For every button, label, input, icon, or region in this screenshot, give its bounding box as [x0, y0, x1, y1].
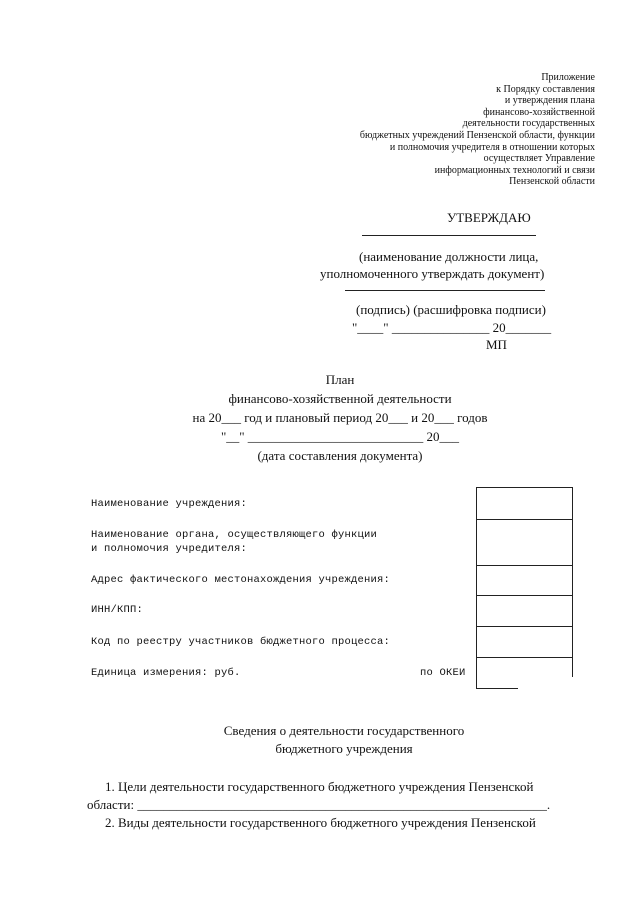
appendix-line: Пензенской области: [509, 176, 595, 188]
signature-hint: (подпись) (расшифровка подписи): [356, 302, 546, 317]
appendix-line: информационных технологий и связи: [434, 164, 595, 176]
section-title: Сведения о деятельности государственного: [223, 723, 465, 738]
stamp-label: МП: [486, 337, 507, 352]
appendix-line: Приложение: [541, 72, 595, 83]
table-row-divider: [476, 565, 572, 566]
table-row-divider: [476, 595, 572, 596]
signature-line: [345, 290, 545, 291]
appendix-line: и утверждения плана: [504, 95, 595, 107]
table-row-divider: [476, 626, 572, 627]
table-border: [476, 487, 572, 488]
table-border: [572, 487, 573, 677]
plan-date-hint: (дата составления документа): [257, 448, 423, 463]
plan-period: на 20___ год и плановый период 20___ и 20___ годов: [192, 410, 488, 425]
approval-title: УТВЕРЖДАЮ: [447, 210, 531, 225]
institution-name-label: Наименование учреждения:: [91, 498, 248, 510]
appendix-line: осуществляет Управление: [483, 153, 595, 165]
approval-date: "____" _______________ 20_______: [352, 320, 552, 335]
list-item: 1. Цели деятельности государственного бюджетного учреждения Пензенской: [105, 779, 534, 794]
table-border: [476, 487, 477, 689]
appendix-block: [360, 72, 595, 188]
budget-code-label: Код по реестру участников бюджетного процесса:: [91, 636, 391, 648]
position-line: [362, 235, 536, 236]
appendix-line: к Порядку составления: [496, 83, 595, 95]
plan-title: План: [325, 372, 355, 387]
position-hint: (наименование должности лица,: [359, 249, 539, 264]
appendix-line: бюджетных учреждений Пензенской области, функции: [359, 129, 595, 141]
plan-subtitle: финансово-хозяйственной деятельности: [228, 391, 452, 406]
founder-body-label: Наименование органа, осуществляющего функции: [91, 529, 378, 541]
table-row-divider: [476, 657, 572, 658]
list-item: 2. Виды деятельности государственного бюджетного учреждения Пензенской: [105, 815, 536, 830]
position-hint: уполномоченного утверждать документ): [320, 266, 545, 281]
okei-label: по ОКЕИ: [420, 667, 466, 679]
list-item: области: _______________________________________________________________.: [87, 797, 551, 812]
inn-kpp-label: ИНН/КПП:: [91, 604, 144, 616]
appendix-line: финансово-хозяйственной: [483, 106, 595, 118]
table-row-divider: [476, 519, 572, 520]
founder-body-label: и полномочия учредителя:: [91, 543, 248, 555]
plan-date: "__" ___________________________ 20___: [220, 429, 460, 444]
table-row-divider: [476, 688, 518, 689]
appendix-line: деятельности государственных: [462, 118, 595, 130]
appendix-line: и полномочия учредителя в отношении которых: [389, 141, 595, 153]
unit-label: Единица измерения: руб.: [91, 667, 241, 679]
address-label: Адрес фактического местонахождения учреждения:: [91, 574, 391, 586]
section-title: бюджетного учреждения: [275, 741, 413, 756]
